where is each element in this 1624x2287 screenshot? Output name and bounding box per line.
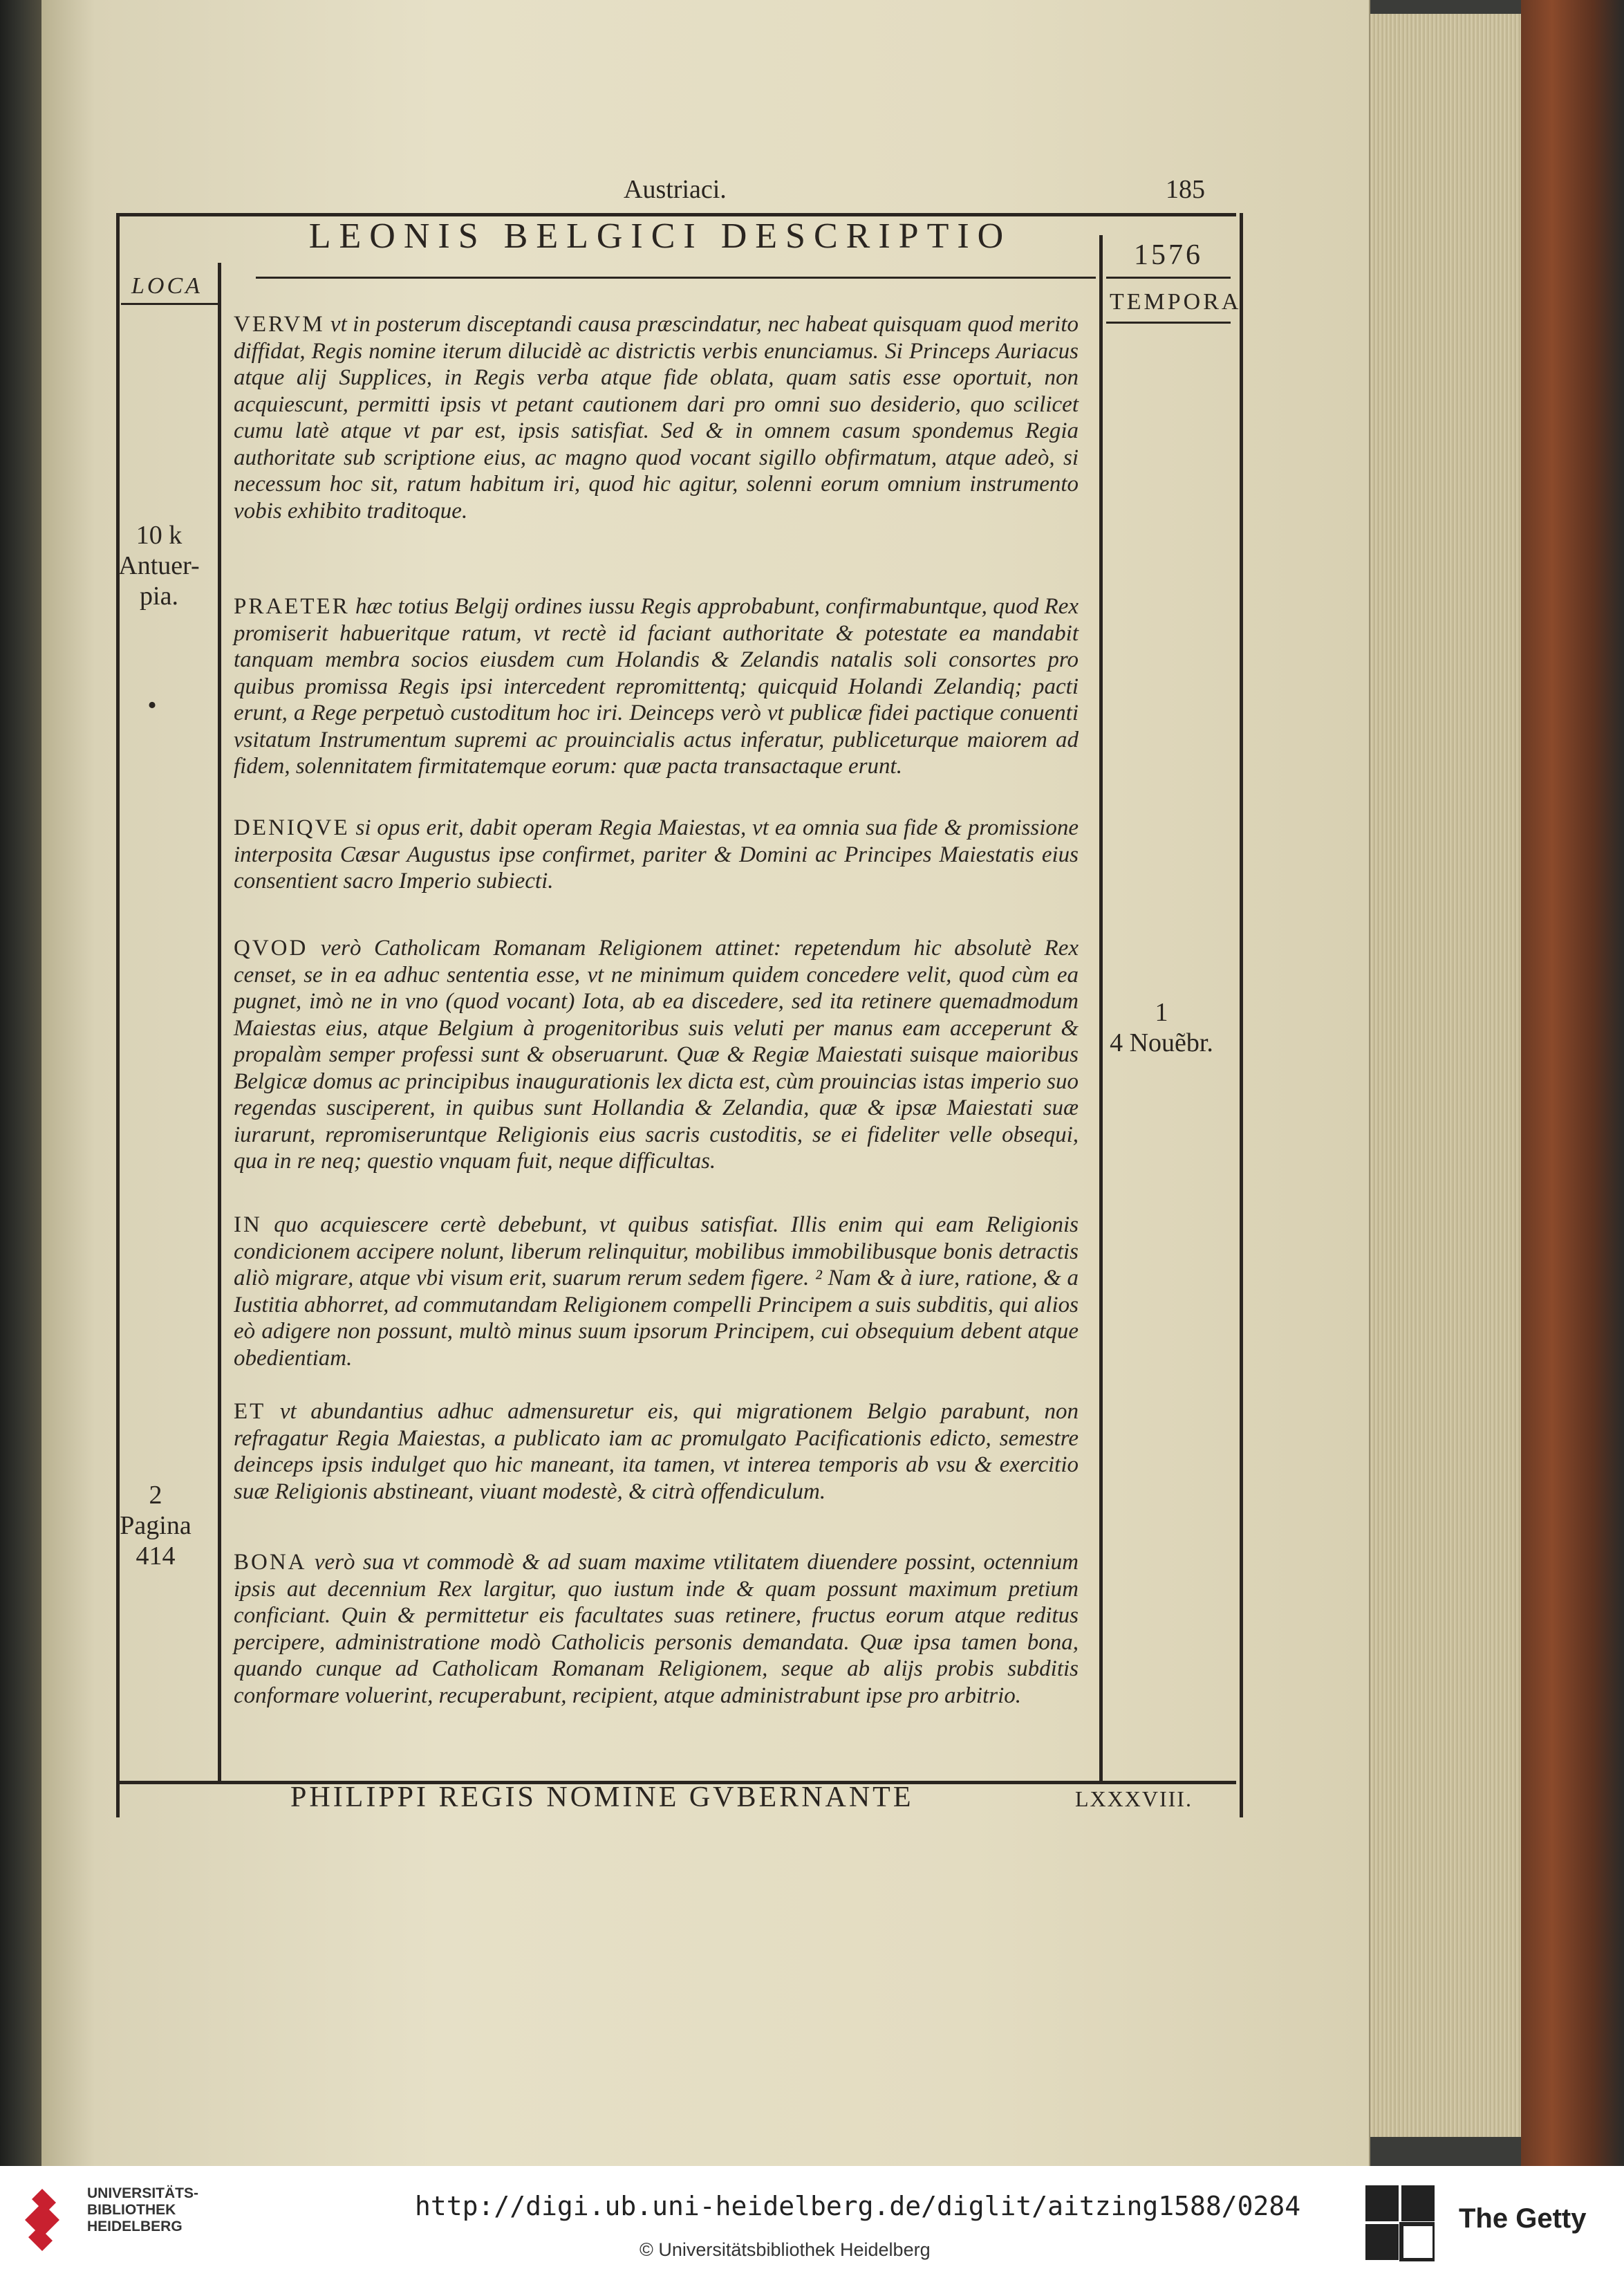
margin-note-pagina: 2 Pagina 414 <box>120 1481 192 1571</box>
paragraph-denique: DENIQVE si opus erit, dabit operam Regia Maiestas, vt ea omnia sua fide & promissione interposita Cæsar Augustus ipse confirmet, pariter & Domini ac Principes Maiestatis eius consentient sacro Imperio subiecti. <box>234 815 1079 893</box>
partner-name: The Getty <box>1459 2203 1587 2234</box>
left-column-rule <box>218 263 221 1784</box>
footer-folio: LXXXVIII. <box>1075 1786 1193 1811</box>
year-underline <box>1106 277 1231 279</box>
permalink-url[interactable]: http://digi.ub.uni-heidelberg.de/diglit/aitzing1588/0284 <box>415 2191 1301 2221</box>
book-page-edges <box>1369 14 1542 2137</box>
paragraph-in: IN quo acquiescere certè debebunt, vt quibus satisfiat. Illis enim qui eam Religionis condicionem accipere nolunt, liberum relinquitur, mobilibus immobilibusque bonis detractis aliò migrare, atque vbi visum erit, suarum rerum sedem figere. ² Nam & à iure, ratione, & a Iustitia abhorret, ad commutandam Religionem compelli Principem a suis subditis, qui alios eò adigere non possunt, multò minus suum ipsorum Principem, cui obsequium debent atque obedientiam. <box>234 1212 1079 1371</box>
paragraph-praeter: PRAETER hæc totius Belgij ordines iussu Regis approbabunt, confirmabuntque, quod Rex promiserit habueritque ratum, vt rectè id faciant authoritate & potestate ea mandabit tanquam membra socios eiusdem cum Holandis & Zelandis natalis soli consortes pro quibus promissa Regis ipsi intercedent repromittentq; quicquid Holandi Zelandiq; pacti erunt, a Rege perpetuò custoditum hoc iri. Deinceps verò vt publicæ fidei pactique conuenti vsitatum Instrumentum supremi ac prouincialis actus inferatur, publiceturque maiorem ad fidem, solennitatem firmitatemque eorum: quæ pacta transactaque erunt. <box>234 594 1079 779</box>
margin-note-antwerp: 10 k Antuer- pia. <box>118 521 200 611</box>
page-number: 185 <box>1166 175 1205 204</box>
margin-note-november: 1 4 Nouẽbr. <box>1110 998 1213 1057</box>
margin-note-dot: • <box>147 691 157 720</box>
paragraph-verum: VERVM vt in posterum disceptandi causa præscindatur, nec habeat quisquam quod merito diffidat, Regis nomine iterum dilucidè ac districtis verbis enunciamus. Si Princeps Auriacus atque alij Supplices, in Regis verba atque fide oblata, quam satis esse oportuit, non acquiescunt, permitti ipsis vt petant cautionem dari pro omni suo desiderio, quo scilicet cumu latè atque vt par est, ipsis satisfiat. Sed & in omnem casum spondemus Regia authoritate sub scriptione eius, ac magno quod vocant sigillo obfirmatum, atque adeò, si necessum hoc sit, ratum habitum iri, quod hic agitur, solenni eorum omnium instrumento vobis exhibito traditoque. <box>234 312 1079 524</box>
loca-underline <box>121 303 218 305</box>
copyright-notice: © Universitätsbibliothek Heidelberg <box>640 2239 931 2260</box>
footer-title: PHILIPPI REGIS NOMINE GVBERNANTE <box>290 1781 914 1813</box>
loca-heading: LOCA <box>131 273 203 299</box>
paragraph-quod: QVOD verò Catholicam Romanam Religionem attinet: repetendum hic absolutè Rex censet, se in ea adhuc sententia esse, vt ne minimum quidem concedere velit, quod cùm ea pugnet, imò ne in vno (quod vocant) Iota, ab ea discedere, sed ita retinere quemadmodum Maiestas eius, atque Belgium à progenitoribus suis veluti per manus eam acceperunt & propalàm semper professi sunt & obseruarunt. Quæ & Regiæ Maiestati suisque maioribus Belgicæ domus ac principibus inaugurationis lex dicta est, cùm prouincias istas imperio suo regendas susciperent, in quibus sunt Hollandia & Zelandia, quæ & ipsæ Maiestati suæ iurarunt, repromiseruntque Religionis eius sacris custoditis, se ei fideliter velle obsequi, qua in re neq; questio vnquam fuit, neque difficultas. <box>234 936 1079 1174</box>
page-title: LEONIS BELGICI DESCRIPTIO <box>308 216 1012 256</box>
ub-heidelberg-logo-icon <box>18 2185 66 2254</box>
year-heading: 1576 <box>1134 239 1203 271</box>
book-cover-leather <box>1521 0 1624 2166</box>
getty-logo-icon <box>1365 2185 1435 2261</box>
paragraph-et: ET vt abundantius adhuc admensuretur eis, qui migrationem Belgio parabunt, non refragatur Regia Maiestas, a publicato iam ac promulgato Pacificationis edicto, semestre deinceps ipsis indulget quo hic maneant, ita tamen, vt interea temporis ab vsu & exercitio suæ Religionis abstineant, viuant modestè, & citrà offendiculum. <box>234 1399 1079 1504</box>
tempora-heading: TEMPORA <box>1110 289 1242 315</box>
institution-name: UNIVERSITÄTS- BIBLIOTHEK HEIDELBERG <box>87 2185 199 2234</box>
paragraph-bona: BONA verò sua vt commodè & ad suam maxime vtilitatem diuendere possint, octennium ipsis aut decennium Rex largitur, quo iustum inde & quam possunt maximum pretium conficiant. Quin & permittetur eis facultates suas retinere, fructus eorum atque reditus percipere, administratione modò Catholicis personis demandata. Quæ ipsa tamen bona, quando cunque ad Catholicam Romanam Religionem, seque ab alijs probis subditis conformare voluerint, recuperabunt, recipient, atque administrabunt ipse pro arbitrio. <box>234 1550 1079 1708</box>
tempora-underline <box>1106 322 1231 324</box>
title-underline <box>256 277 1096 279</box>
running-head: Austriaci. <box>624 175 727 204</box>
